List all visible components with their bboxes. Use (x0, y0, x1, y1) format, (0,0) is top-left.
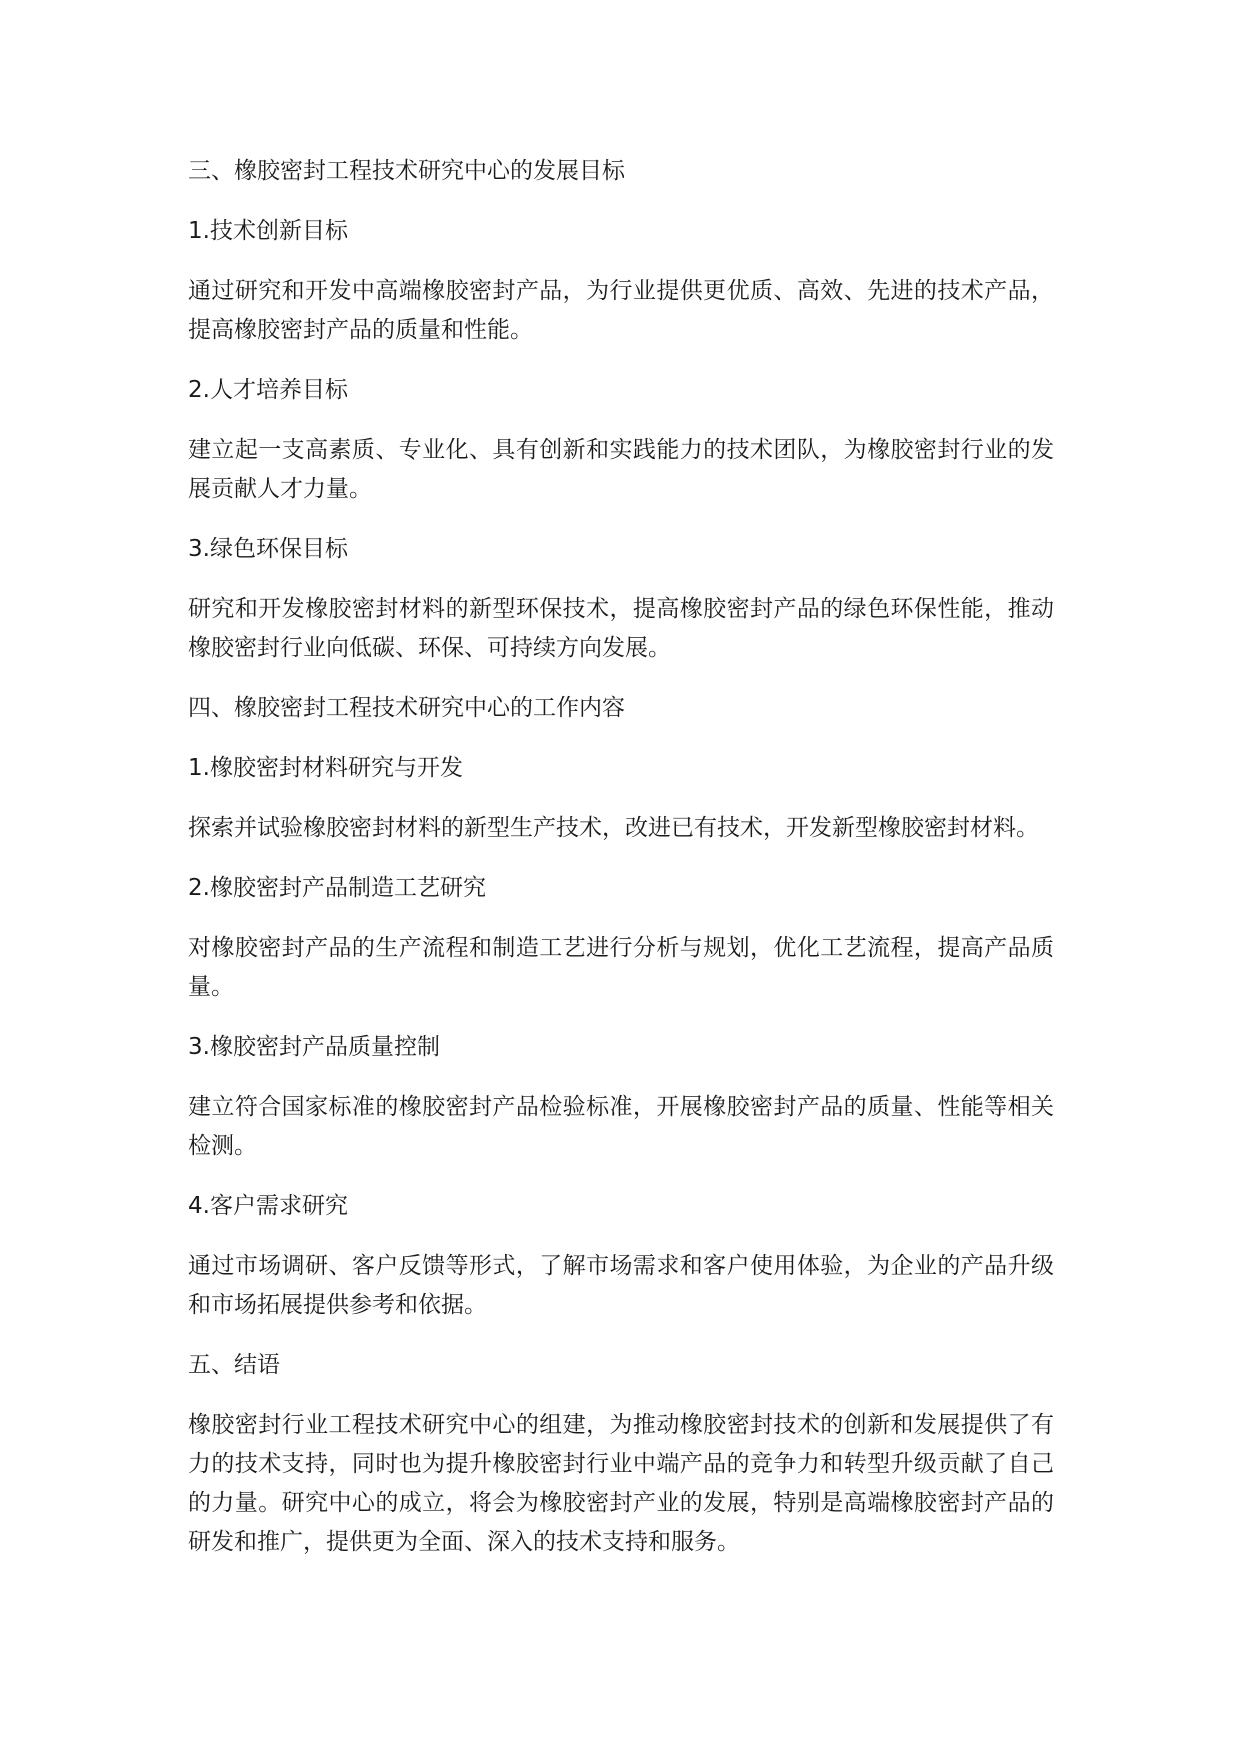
paragraph: 建立符合国家标准的橡胶密封产品检验标准，开展橡胶密封产品的质量、性能等相关检测。 (188, 1094, 1054, 1159)
paragraph: 研究和开发橡胶密封材料的新型环保技术，提高橡胶密封产品的绿色环保性能，推动橡胶密封行业向低碳、环保、可持续方向发展。 (188, 596, 1054, 661)
paragraph: 建立起一支高素质、专业化、具有创新和实践能力的技术团队，为橡胶密封行业的发展贡献人才力量。 (188, 437, 1054, 502)
section-heading: 五、结语 (188, 1352, 280, 1378)
paragraph: 探索并试验橡胶密封材料的新型生产技术，改进已有技术，开发新型橡胶密封材料。 (188, 815, 1039, 841)
subsection-heading: 2.人才培养目标 (188, 377, 348, 403)
subsection-heading: 1.技术创新目标 (188, 218, 348, 244)
section-heading: 四、橡胶密封工程技术研究中心的工作内容 (188, 695, 625, 721)
subsection-heading: 1.橡胶密封材料研究与开发 (188, 755, 463, 781)
paragraph: 通过研究和开发中高端橡胶密封产品，为行业提供更优质、高效、先进的技术产品，提高橡胶密封产品的质量和性能。 (188, 278, 1054, 343)
paragraph: 通过市场调研、客户反馈等形式，了解市场需求和客户使用体验，为企业的产品升级和市场拓展提供参考和依据。 (188, 1253, 1054, 1318)
subsection-heading: 3.绿色环保目标 (188, 536, 348, 562)
paragraph: 橡胶密封行业工程技术研究中心的组建，为推动橡胶密封技术的创新和发展提供了有力的技术支持，同时也为提升橡胶密封行业中端产品的竞争力和转型升级贡献了自己的力量。研究中心的成立，将会为橡胶密封产业的发展，特别是高端橡胶密封产品的研发和推广，提供更为全面、深入的技术支持和服务。 (188, 1412, 1054, 1555)
subsection-heading: 4.客户需求研究 (188, 1193, 348, 1219)
subsection-heading: 2.橡胶密封产品制造工艺研究 (188, 875, 486, 901)
section-heading: 三、橡胶密封工程技术研究中心的发展目标 (188, 158, 625, 184)
paragraph: 对橡胶密封产品的生产流程和制造工艺进行分析与规划，优化工艺流程，提高产品质量。 (188, 935, 1054, 1000)
document-body (188, 152, 1054, 1583)
subsection-heading: 3.橡胶密封产品质量控制 (188, 1034, 440, 1060)
